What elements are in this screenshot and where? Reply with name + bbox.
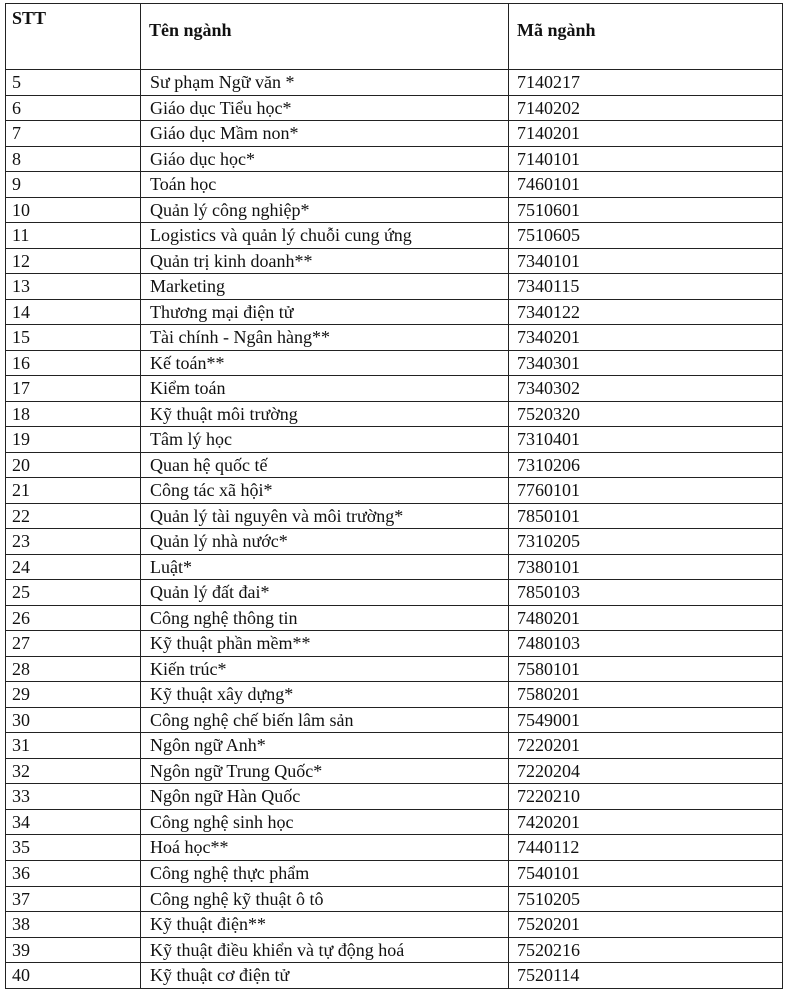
cell-stt: 18 bbox=[6, 401, 141, 427]
cell-stt: 30 bbox=[6, 707, 141, 733]
cell-major-code: 7340301 bbox=[509, 350, 783, 376]
cell-stt: 15 bbox=[6, 325, 141, 351]
table-row bbox=[6, 401, 783, 427]
cell-stt: 12 bbox=[6, 248, 141, 274]
cell-major-code: 7440112 bbox=[509, 835, 783, 861]
cell-stt: 5 bbox=[6, 70, 141, 96]
cell-major-code: 7520201 bbox=[509, 912, 783, 938]
cell-stt: 7 bbox=[6, 121, 141, 147]
cell-major-name: Quan hệ quốc tế bbox=[141, 452, 509, 478]
majors-table bbox=[5, 3, 783, 989]
cell-major-name: Tài chính - Ngân hàng** bbox=[141, 325, 509, 351]
cell-major-code: 7220204 bbox=[509, 758, 783, 784]
cell-major-code: 7140217 bbox=[509, 70, 783, 96]
header-stt: STT bbox=[6, 4, 141, 70]
table-row bbox=[6, 631, 783, 657]
cell-major-name: Giáo dục học* bbox=[141, 146, 509, 172]
cell-major-name: Kỹ thuật xây dựng* bbox=[141, 682, 509, 708]
header-row bbox=[6, 4, 783, 70]
cell-major-code: 7310205 bbox=[509, 529, 783, 555]
cell-stt: 14 bbox=[6, 299, 141, 325]
cell-major-code: 7520114 bbox=[509, 963, 783, 989]
cell-major-name: Quản lý công nghiệp* bbox=[141, 197, 509, 223]
cell-major-code: 7420201 bbox=[509, 809, 783, 835]
cell-major-code: 7760101 bbox=[509, 478, 783, 504]
cell-major-name: Kiểm toán bbox=[141, 376, 509, 402]
cell-stt: 13 bbox=[6, 274, 141, 300]
table-header bbox=[6, 4, 783, 70]
cell-major-code: 7340122 bbox=[509, 299, 783, 325]
table-row bbox=[6, 274, 783, 300]
cell-major-name: Kiến trúc* bbox=[141, 656, 509, 682]
cell-major-code: 7850101 bbox=[509, 503, 783, 529]
cell-major-name: Ngôn ngữ Trung Quốc* bbox=[141, 758, 509, 784]
cell-major-code: 7310206 bbox=[509, 452, 783, 478]
cell-major-code: 7540101 bbox=[509, 860, 783, 886]
cell-stt: 39 bbox=[6, 937, 141, 963]
table-row bbox=[6, 121, 783, 147]
table-row bbox=[6, 197, 783, 223]
header-major-code: Mã ngành bbox=[509, 4, 783, 70]
cell-major-name: Quản trị kinh doanh** bbox=[141, 248, 509, 274]
cell-stt: 6 bbox=[6, 95, 141, 121]
cell-stt: 20 bbox=[6, 452, 141, 478]
table-row bbox=[6, 478, 783, 504]
cell-stt: 25 bbox=[6, 580, 141, 606]
table-row bbox=[6, 682, 783, 708]
cell-major-name: Tâm lý học bbox=[141, 427, 509, 453]
cell-major-code: 7510605 bbox=[509, 223, 783, 249]
cell-major-code: 7140101 bbox=[509, 146, 783, 172]
cell-major-name: Quản lý nhà nước* bbox=[141, 529, 509, 555]
cell-major-name: Thương mại điện tử bbox=[141, 299, 509, 325]
cell-major-code: 7380101 bbox=[509, 554, 783, 580]
table-row bbox=[6, 580, 783, 606]
cell-stt: 36 bbox=[6, 860, 141, 886]
table-row bbox=[6, 223, 783, 249]
table-row bbox=[6, 937, 783, 963]
cell-stt: 27 bbox=[6, 631, 141, 657]
cell-stt: 29 bbox=[6, 682, 141, 708]
cell-major-name: Công nghệ thực phẩm bbox=[141, 860, 509, 886]
table-row bbox=[6, 656, 783, 682]
cell-major-code: 7140202 bbox=[509, 95, 783, 121]
table-row bbox=[6, 503, 783, 529]
cell-major-code: 7480201 bbox=[509, 605, 783, 631]
cell-stt: 38 bbox=[6, 912, 141, 938]
cell-stt: 8 bbox=[6, 146, 141, 172]
table-row bbox=[6, 299, 783, 325]
cell-major-code: 7310401 bbox=[509, 427, 783, 453]
table-row bbox=[6, 963, 783, 989]
cell-major-code: 7220201 bbox=[509, 733, 783, 759]
table-row bbox=[6, 733, 783, 759]
cell-major-name: Logistics và quản lý chuỗi cung ứng bbox=[141, 223, 509, 249]
cell-stt: 35 bbox=[6, 835, 141, 861]
cell-major-code: 7340201 bbox=[509, 325, 783, 351]
cell-major-name: Quản lý tài nguyên và môi trường* bbox=[141, 503, 509, 529]
cell-stt: 21 bbox=[6, 478, 141, 504]
cell-major-name: Giáo dục Mầm non* bbox=[141, 121, 509, 147]
cell-major-name: Kỹ thuật điều khiển và tự động hoá bbox=[141, 937, 509, 963]
cell-major-name: Ngôn ngữ Anh* bbox=[141, 733, 509, 759]
cell-major-code: 7480103 bbox=[509, 631, 783, 657]
cell-stt: 32 bbox=[6, 758, 141, 784]
cell-stt: 10 bbox=[6, 197, 141, 223]
table-row bbox=[6, 376, 783, 402]
cell-stt: 9 bbox=[6, 172, 141, 198]
cell-major-code: 7520216 bbox=[509, 937, 783, 963]
table-body bbox=[6, 70, 783, 989]
header-major-name: Tên ngành bbox=[141, 4, 509, 70]
cell-stt: 33 bbox=[6, 784, 141, 810]
cell-major-name: Công nghệ sinh học bbox=[141, 809, 509, 835]
table-row bbox=[6, 605, 783, 631]
cell-major-name: Ngôn ngữ Hàn Quốc bbox=[141, 784, 509, 810]
table-row bbox=[6, 886, 783, 912]
cell-major-code: 7580201 bbox=[509, 682, 783, 708]
table-row bbox=[6, 554, 783, 580]
table-row bbox=[6, 95, 783, 121]
cell-major-code: 7140201 bbox=[509, 121, 783, 147]
cell-major-name: Kỹ thuật phần mềm** bbox=[141, 631, 509, 657]
table-row bbox=[6, 758, 783, 784]
cell-stt: 22 bbox=[6, 503, 141, 529]
cell-major-name: Kỹ thuật môi trường bbox=[141, 401, 509, 427]
cell-stt: 40 bbox=[6, 963, 141, 989]
cell-major-code: 7850103 bbox=[509, 580, 783, 606]
cell-stt: 37 bbox=[6, 886, 141, 912]
cell-stt: 16 bbox=[6, 350, 141, 376]
cell-major-name: Công tác xã hội* bbox=[141, 478, 509, 504]
cell-major-name: Luật* bbox=[141, 554, 509, 580]
cell-major-name: Kế toán** bbox=[141, 350, 509, 376]
cell-major-name: Quản lý đất đai* bbox=[141, 580, 509, 606]
cell-stt: 26 bbox=[6, 605, 141, 631]
cell-stt: 23 bbox=[6, 529, 141, 555]
cell-major-name: Công nghệ thông tin bbox=[141, 605, 509, 631]
cell-stt: 19 bbox=[6, 427, 141, 453]
cell-major-code: 7340101 bbox=[509, 248, 783, 274]
table-row bbox=[6, 529, 783, 555]
cell-stt: 17 bbox=[6, 376, 141, 402]
table-row bbox=[6, 172, 783, 198]
cell-major-code: 7340115 bbox=[509, 274, 783, 300]
table-row bbox=[6, 835, 783, 861]
table-row bbox=[6, 427, 783, 453]
table-row bbox=[6, 70, 783, 96]
cell-major-code: 7580101 bbox=[509, 656, 783, 682]
cell-stt: 31 bbox=[6, 733, 141, 759]
table-row bbox=[6, 912, 783, 938]
table-row bbox=[6, 350, 783, 376]
cell-major-code: 7549001 bbox=[509, 707, 783, 733]
cell-major-name: Sư phạm Ngữ văn * bbox=[141, 70, 509, 96]
cell-major-code: 7510601 bbox=[509, 197, 783, 223]
cell-major-name: Công nghệ kỹ thuật ô tô bbox=[141, 886, 509, 912]
cell-major-name: Hoá học** bbox=[141, 835, 509, 861]
cell-stt: 34 bbox=[6, 809, 141, 835]
table-row bbox=[6, 860, 783, 886]
cell-major-code: 7220210 bbox=[509, 784, 783, 810]
table-row bbox=[6, 784, 783, 810]
table-row bbox=[6, 325, 783, 351]
cell-major-code: 7340302 bbox=[509, 376, 783, 402]
cell-major-name: Kỹ thuật điện** bbox=[141, 912, 509, 938]
table-row bbox=[6, 707, 783, 733]
table-row bbox=[6, 248, 783, 274]
table-row bbox=[6, 452, 783, 478]
cell-major-code: 7460101 bbox=[509, 172, 783, 198]
cell-stt: 11 bbox=[6, 223, 141, 249]
cell-major-code: 7510205 bbox=[509, 886, 783, 912]
cell-major-name: Kỹ thuật cơ điện tử bbox=[141, 963, 509, 989]
cell-major-name: Toán học bbox=[141, 172, 509, 198]
cell-stt: 28 bbox=[6, 656, 141, 682]
cell-major-name: Giáo dục Tiểu học* bbox=[141, 95, 509, 121]
cell-stt: 24 bbox=[6, 554, 141, 580]
table-row bbox=[6, 809, 783, 835]
cell-major-name: Công nghệ chế biến lâm sản bbox=[141, 707, 509, 733]
cell-major-name: Marketing bbox=[141, 274, 509, 300]
cell-major-code: 7520320 bbox=[509, 401, 783, 427]
table-row bbox=[6, 146, 783, 172]
